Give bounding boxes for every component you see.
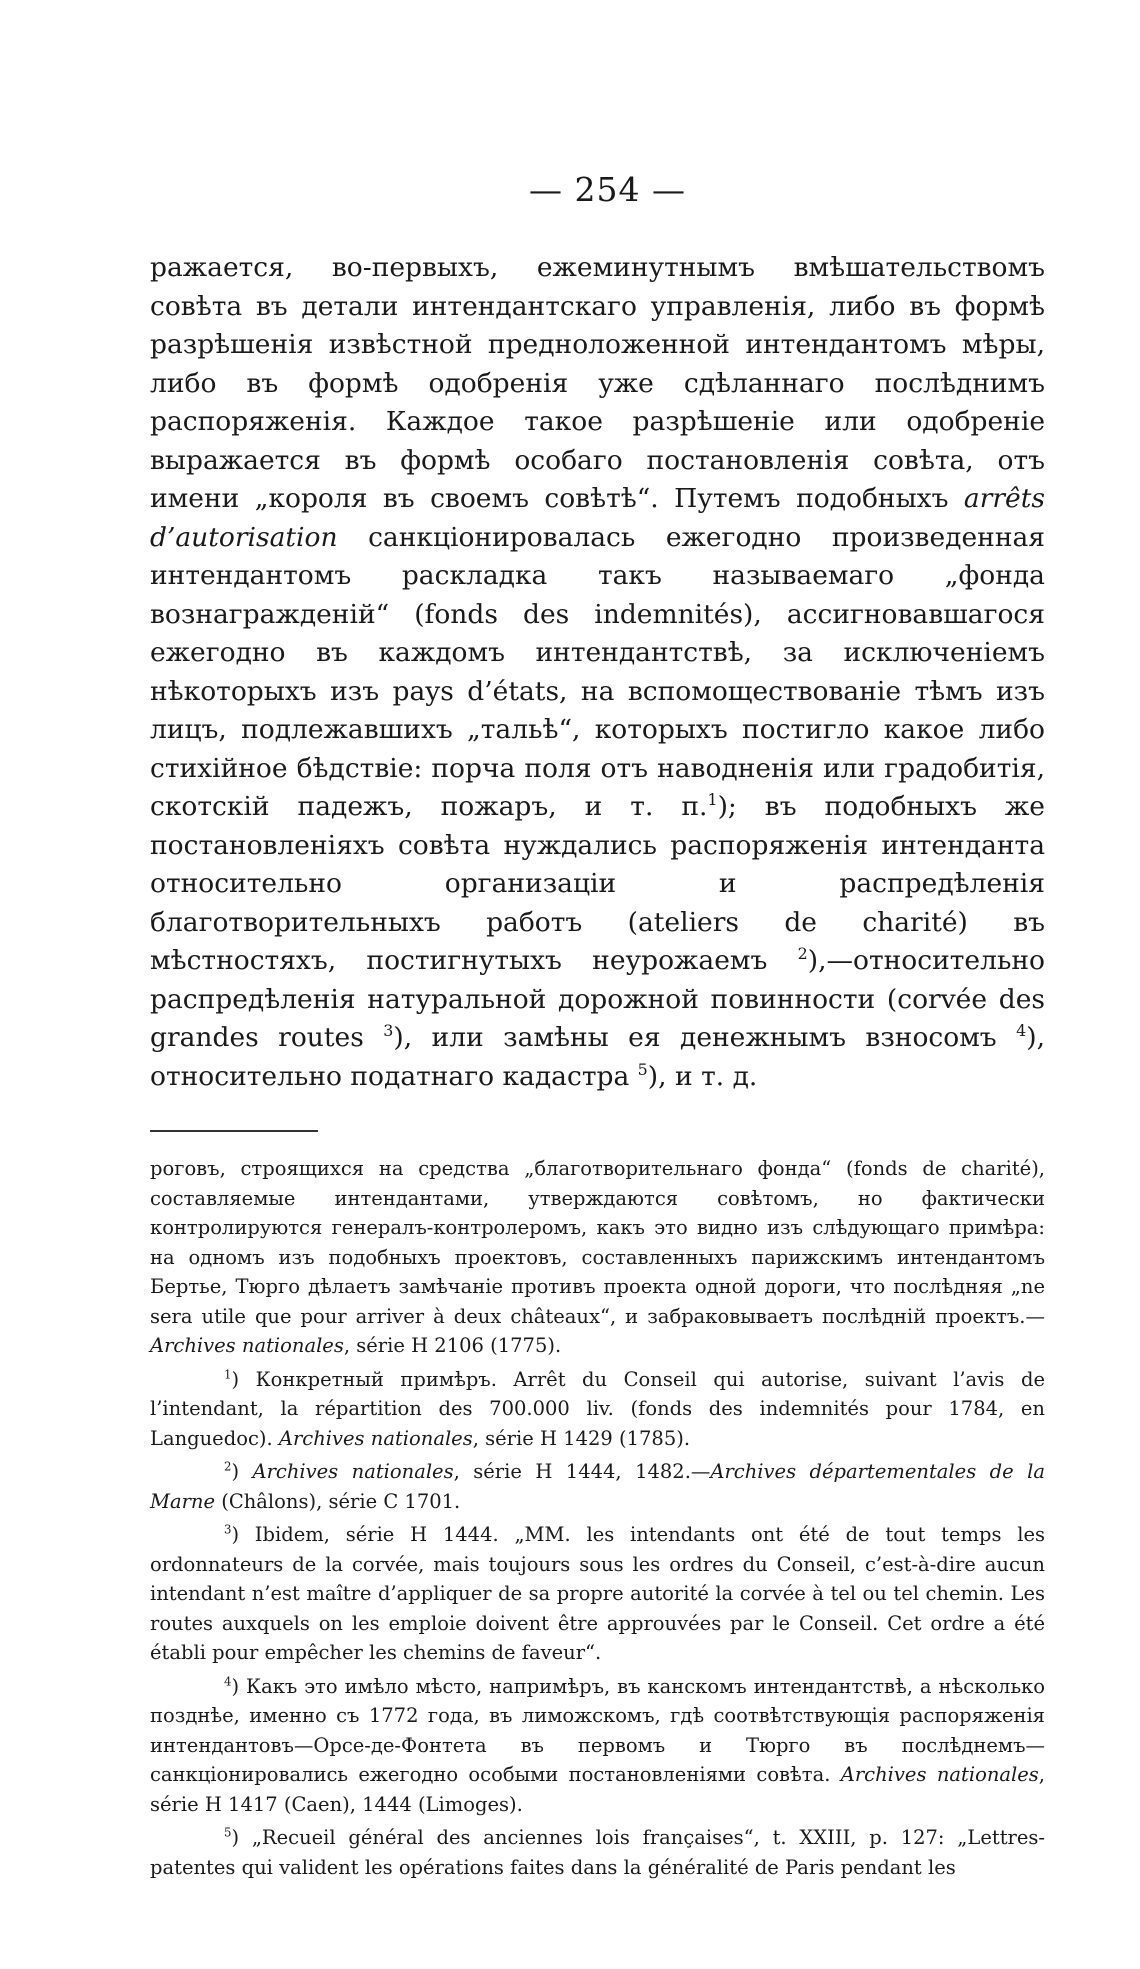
footnote-italic: Archives départementales de la Marne: [150, 1460, 1045, 1513]
footnote-italic: Archives nationales: [252, 1460, 454, 1483]
footnote-mark: 5: [224, 1825, 232, 1840]
footnote-ref-3: 3: [383, 1021, 394, 1041]
page-number: — 254 —: [529, 170, 686, 209]
footnote-text: , série H 1429 (1785).: [472, 1426, 691, 1450]
footnote-5: [150, 1823, 1045, 1882]
footnote-mark: 2: [224, 1459, 232, 1474]
main-text-part: ), и т. д.: [647, 1060, 758, 1092]
footnote-text: роговъ, строящихся на средства „благотворительнаго фонда“ (fonds de charité), составляемые интендантами, утверждаются совѣтомъ, но фактически контролируются генералъ-контролеромъ, какъ это видно изъ слѣдующаго примѣра: на одномъ изъ подобныхъ проектовъ, составленныхъ парижскимъ интендантомъ Бертье, Тюрго дѣлаетъ замѣчаніе противъ проекта одной дороги, что послѣдняя „ne sera utile que pour arriver à deux châteaux“, и забраковываетъ послѣдній проектъ.—: [150, 1157, 1045, 1328]
footnote-ref-2: 2: [797, 944, 808, 964]
main-text-part: ражается, во-первыхъ, ежеминутнымъ вмѣшательствомъ совѣта въ детали интендантскаго управленія, либо въ формѣ разрѣшенія извѣстной предноложенной интендантомъ мѣры, либо въ формѣ одобренія уже сдѣланнаго послѣднимъ распоряженія. Каждое такое разрѣшеніе или одобреніе выражается въ формѣ особаго постановленія совѣта, отъ имени „короля въ своемъ совѣтѣ“. Путемъ подобныхъ: [150, 252, 1045, 514]
main-text-part: ),—относительно распредѣленія натуральной дорожной повинности (corvée des grandes routes: [150, 945, 1045, 1053]
main-text-part: санкціонировалась ежегодно произведенная интендантомъ раскладка такъ называемаго „фонда вознагражденій“ (fonds des indemnités), ассигновавшагося ежегодно въ каждомъ интендантствѣ, за исключеніемъ нѣкоторыхъ изъ pays d’états, на вспомоществованіе тѣмъ изъ лицъ, подлежавшихъ „тальѣ“, которыхъ постигло какое либо стихійное бѣдствіе: порча поля отъ наводненія или градобитія, скотскій падежъ, пожаръ, и т. п.: [150, 521, 1045, 822]
footnote-text: , série H 2106 (1775).: [343, 1334, 562, 1357]
main-paragraph: [150, 249, 1045, 1096]
footnote-mark: 1: [224, 1367, 232, 1381]
footnote-italic: Archives nationales: [840, 1763, 1039, 1786]
footnote-italic: Archives nationales: [150, 1334, 344, 1357]
footnote-continuation: [150, 1154, 1045, 1361]
footnote-divider: [150, 1130, 318, 1132]
page: [150, 170, 1045, 1886]
footnote-3: [150, 1520, 1045, 1668]
main-text: [150, 249, 1045, 1096]
main-italic-term: arrêts d’autorisation: [150, 483, 1045, 553]
footnote-2: [150, 1457, 1045, 1516]
footnote-ref-5: 5: [637, 1059, 648, 1079]
main-text-part: ), относительно податнаго кадастра: [150, 1022, 1045, 1092]
footnote-text: , série H 1444, 1482.—: [453, 1460, 711, 1483]
footnote-mark: 4: [224, 1674, 232, 1688]
footnote-text: ) Конкретный примѣръ. Arrêt du Conseil qui autorise, suivant l’avis de l’intendant, la répartition des 700.000 liv. (fonds des indemnités pour 1784, en Languedoc).: [150, 1367, 1045, 1450]
footnote-ref-1: 1: [707, 790, 718, 810]
footnote-text: (Châlons), série C 1701.: [215, 1489, 461, 1513]
footnote-mark: 3: [224, 1522, 232, 1537]
footnote-text: ) Какъ это имѣло мѣсто, напримѣръ, въ канскомъ интендантствѣ, а нѣсколько позднѣе, именно съ 1772 года, въ лиможскомъ, гдѣ соотвѣтствующія распоряженія интендантовъ—Орсе-де-Фонтета въ первомъ и Тюрго въ послѣднемъ—санкціонировались ежегодно особыми постановленіями совѣта.: [150, 1674, 1045, 1786]
footnote-text: ) Ibidem, série H 1444. „MM. les intendants ont été de tout temps les ordonnateurs de la corvée, mais toujours sous les ordres du Conseil, c’est-à-dire aucun intendant n’est maître d’appliquer de sa propre autorité la corvée à tel ou tel chemin. Les routes auxquels on les emploie doivent être approuvées par le Conseil. Cet ordre a été établi pour empêcher les chemins de faveur“.: [150, 1523, 1045, 1664]
footnotes: [150, 1154, 1045, 1882]
footnote-text: ) „Recueil général des anciennes lois françaises“, t. XXIII, p. 127: „Lettres-patentes qui valident les opérations faites dans la généralité de Paris pendant les: [150, 1826, 1045, 1879]
footnote-ref-4: 4: [1016, 1021, 1027, 1041]
footnote-4: [150, 1672, 1045, 1820]
main-text-part: ), или замѣны ея денежнымъ взносомъ: [393, 1022, 1017, 1053]
footnote-text: ): [231, 1460, 253, 1483]
footnote-1: [150, 1365, 1045, 1454]
footnote-text: , série H 1417 (Caen), 1444 (Limoges).: [150, 1763, 1045, 1816]
footnote-italic: Archives nationales: [278, 1426, 473, 1450]
main-text-part: ); въ подобныхъ же постановленіяхъ совѣта нуждались распоряженія интенданта относительно организаціи и распредѣленія благотворительныхъ работъ (ateliers de charité) въ мѣстностяхъ, постигнутыхъ неурожаемъ: [150, 791, 1045, 976]
